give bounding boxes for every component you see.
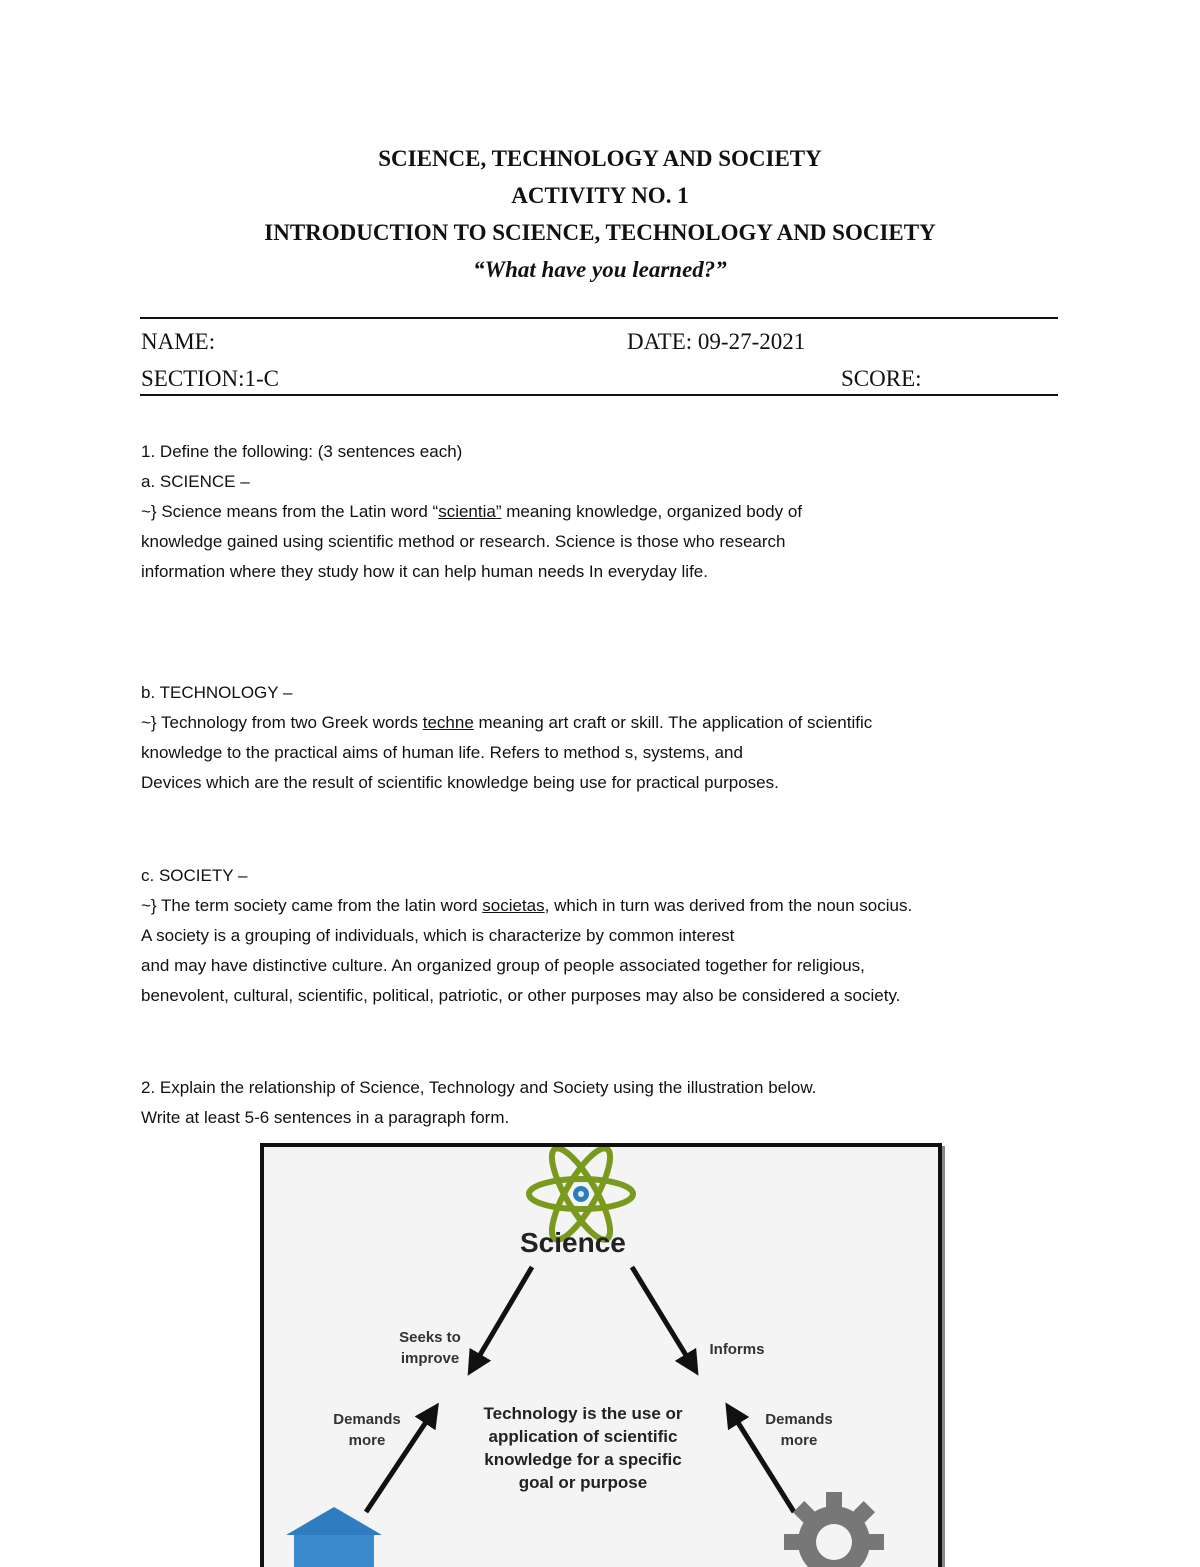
question-2-line-1: 2. Explain the relationship of Science, Technology and Society using the illustration below.	[141, 1078, 817, 1097]
technology-line-1: ~} Technology from two Greek words techne meaning art craft or skill. The application of scientific	[141, 713, 873, 732]
seeks-to-improve-label: Seeks to improve	[399, 1329, 461, 1367]
question-1-prompt: 1. Define the following: (3 sentences each)	[141, 442, 463, 461]
society-answer	[141, 861, 912, 1011]
demands-more-left-label: Demands more	[333, 1411, 401, 1449]
figure-title: Science	[520, 1227, 626, 1258]
top-divider	[140, 317, 1058, 319]
bottom-divider	[140, 394, 1058, 396]
activity-number: ACTIVITY NO. 1	[511, 183, 689, 208]
score-field: SCORE:	[841, 366, 922, 391]
science-line-2: knowledge gained using scientific method or research. Science is those who research	[141, 532, 786, 551]
science-heading: a. SCIENCE –	[141, 472, 250, 491]
name-field: NAME:	[141, 329, 216, 354]
informs-label: Informs	[709, 1341, 765, 1358]
course-title: SCIENCE, TECHNOLOGY AND SOCIETY	[378, 146, 822, 171]
technology-answer	[141, 678, 872, 798]
science-line-3: information where they study how it can help human needs In everyday life.	[141, 562, 708, 581]
arrow-seeks-to-improve	[474, 1267, 532, 1365]
arrow-informs	[632, 1267, 692, 1365]
technology-heading: b. TECHNOLOGY –	[141, 683, 293, 702]
question-2	[141, 1073, 816, 1133]
society-line-4: benevolent, cultural, scientific, political, patriotic, or other purposes may also be considered a society.	[141, 986, 901, 1005]
question-2-line-2: Write at least 5-6 sentences in a paragraph form.	[141, 1108, 510, 1127]
technology-line-3: Devices which are the result of scientific knowledge being use for practical purposes.	[141, 773, 779, 792]
society-line-3: and may have distinctive culture. An organized group of people associated together for religious,	[141, 956, 865, 975]
illustration-graphics	[264, 1147, 938, 1567]
society-heading: c. SOCIETY –	[141, 866, 248, 885]
demands-more-right-label: Demands more	[765, 1411, 833, 1449]
topic-title: INTRODUCTION TO SCIENCE, TECHNOLOGY AND SOCIETY	[264, 220, 936, 245]
section-field: SECTION:1-C	[141, 366, 279, 391]
date-field: DATE: 09-27-2021	[627, 329, 806, 354]
document-header	[0, 140, 1200, 288]
technology-definition-box: Technology is the use or application of scientific knowledge for a specific goal or purpose	[483, 1404, 683, 1492]
sts-illustration	[260, 1143, 942, 1567]
society-line-1: ~} The term society came from the latin word societas, which in turn was derived from the noun socius.	[141, 896, 913, 915]
subtitle: “What have you learned?”	[473, 257, 727, 282]
society-line-2: A society is a grouping of individuals, which is characterize by common interest	[141, 926, 735, 945]
question-1	[141, 437, 802, 587]
technology-line-2: knowledge to the practical aims of human life. Refers to method s, systems, and	[141, 743, 743, 762]
science-line-1: ~} Science means from the Latin word “scientia” meaning knowledge, organized body of	[141, 502, 803, 521]
gear-icon	[784, 1492, 884, 1567]
building-icon	[286, 1507, 382, 1567]
